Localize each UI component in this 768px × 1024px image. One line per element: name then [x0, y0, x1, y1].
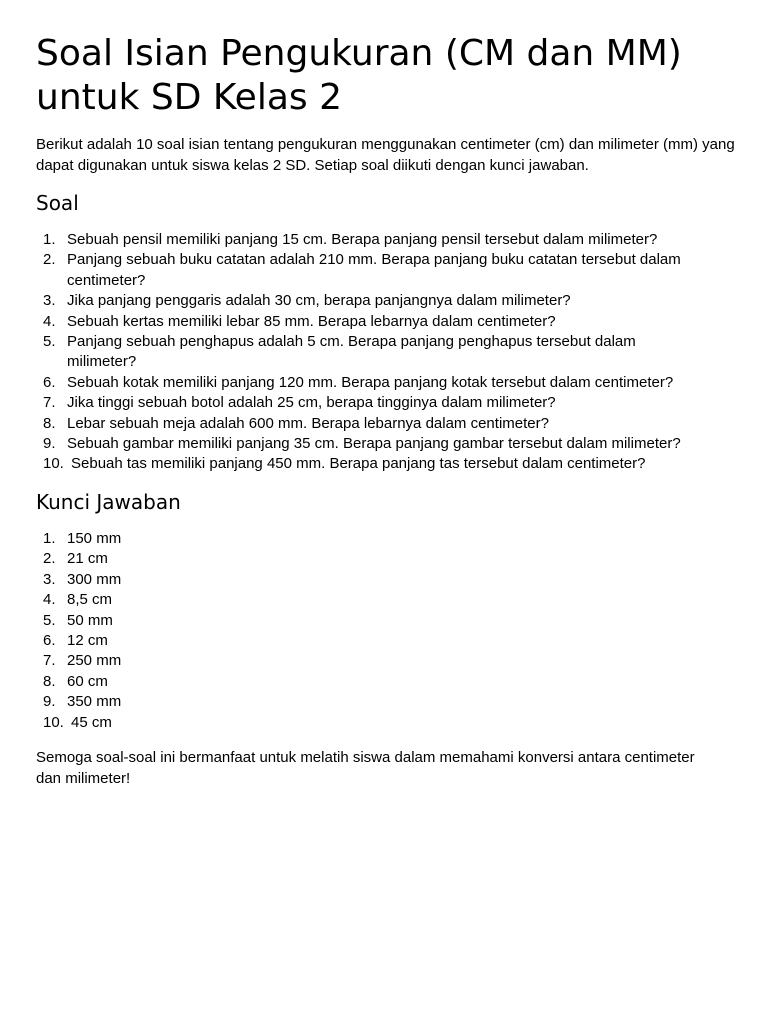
- question-list: [36, 230, 738, 475]
- question-number: 4.: [43, 312, 56, 330]
- answer-text: 50 mm: [67, 611, 113, 629]
- answer-text: 150 mm: [67, 529, 122, 547]
- question-text: Panjang sebuah buku catatan adalah 210 mm. Berapa panjang buku catatan tersebut dalam centimeter?: [67, 251, 681, 289]
- question-text: Sebuah pensil memiliki panjang 15 cm. Berapa panjang pensil tersebut dalam milimeter?: [67, 231, 658, 248]
- answer-item: [36, 590, 738, 610]
- question-item: [36, 291, 738, 311]
- question-text: Lebar sebuah meja adalah 600 mm. Berapa lebarnya dalam centimeter?: [67, 414, 549, 432]
- answer-number: 9.: [43, 693, 56, 711]
- answer-number: 3.: [43, 570, 56, 588]
- answer-item: [36, 672, 738, 692]
- answer-number: 8.: [43, 672, 56, 690]
- answer-number: 4.: [43, 591, 56, 609]
- answer-item: [36, 570, 738, 590]
- question-item: [36, 312, 738, 332]
- answer-number: 1.: [43, 529, 56, 547]
- question-number: 1.: [43, 231, 56, 248]
- answer-item: [36, 651, 738, 671]
- answer-text: 12 cm: [67, 631, 108, 649]
- question-item: [36, 434, 738, 454]
- answer-text: 8,5 cm: [67, 591, 113, 609]
- question-text: Sebuah kotak memiliki panjang 120 mm. Berapa panjang kotak tersebut dalam centimeter?: [67, 373, 674, 391]
- question-number: 3.: [43, 292, 56, 310]
- question-item: [36, 393, 738, 413]
- question-text: Jika tinggi sebuah botol adalah 25 cm, berapa tingginya dalam milimeter?: [67, 394, 556, 412]
- answer-text: 300 mm: [67, 570, 122, 588]
- question-item: [36, 250, 707, 291]
- answer-list: [36, 529, 738, 733]
- question-number: 8.: [43, 414, 56, 432]
- question-number: 7.: [43, 394, 56, 412]
- soal-heading: Soal: [36, 191, 79, 215]
- answer-number: 6.: [43, 631, 56, 649]
- question-text: Panjang sebuah penghapus adalah 5 cm. Berapa panjang penghapus tersebut dalam milimeter?: [67, 333, 636, 371]
- question-item: [36, 414, 738, 434]
- question-item: [36, 454, 738, 474]
- answer-number: 10.: [43, 713, 64, 731]
- question-number: 6.: [43, 373, 56, 391]
- answer-item: [36, 611, 738, 631]
- answer-item: [36, 692, 738, 712]
- answer-number: 7.: [43, 652, 56, 670]
- closing-paragraph: Semoga soal-soal ini bermanfaat untuk melatih siswa dalam memahami konversi antara centimeter dan milimeter!: [36, 748, 695, 787]
- answer-text: 45 cm: [71, 713, 112, 731]
- question-item: [36, 230, 738, 250]
- question-number: 9.: [43, 435, 56, 453]
- question-text: Sebuah gambar memiliki panjang 35 cm. Berapa panjang gambar tersebut dalam milimeter?: [67, 435, 681, 453]
- question-number: 2.: [43, 251, 56, 269]
- question-text: Sebuah tas memiliki panjang 450 mm. Berapa panjang tas tersebut dalam centimeter?: [71, 455, 646, 473]
- question-item: [36, 332, 677, 373]
- intro-paragraph: Berikut adalah 10 soal isian tentang pengukuran menggunakan centimeter (cm) dan milimeter (mm) yang dapat digunakan untuk siswa kelas 2 SD. Setiap soal diikuti dengan kunci jawaban.: [36, 136, 735, 174]
- kunci-jawaban-heading: Kunci Jawaban: [36, 489, 181, 514]
- answer-item: [36, 549, 738, 569]
- answer-item: [36, 713, 738, 733]
- question-number: 10.: [43, 455, 64, 473]
- answer-text: 350 mm: [67, 693, 122, 711]
- answer-text: 250 mm: [67, 652, 122, 670]
- answer-number: 2.: [43, 550, 56, 568]
- answer-text: 21 cm: [67, 550, 108, 568]
- question-item: [36, 373, 738, 393]
- question-number: 5.: [43, 333, 56, 351]
- answer-number: 5.: [43, 611, 56, 629]
- answer-item: [36, 529, 738, 549]
- question-text: Jika panjang penggaris adalah 30 cm, berapa panjangnya dalam milimeter?: [67, 292, 571, 310]
- page-title: Soal Isian Pengukuran (CM dan MM) untuk SD Kelas 2: [36, 33, 682, 118]
- question-text: Sebuah kertas memiliki lebar 85 mm. Berapa lebarnya dalam centimeter?: [67, 312, 556, 330]
- answer-item: [36, 631, 738, 651]
- answer-text: 60 cm: [67, 672, 108, 690]
